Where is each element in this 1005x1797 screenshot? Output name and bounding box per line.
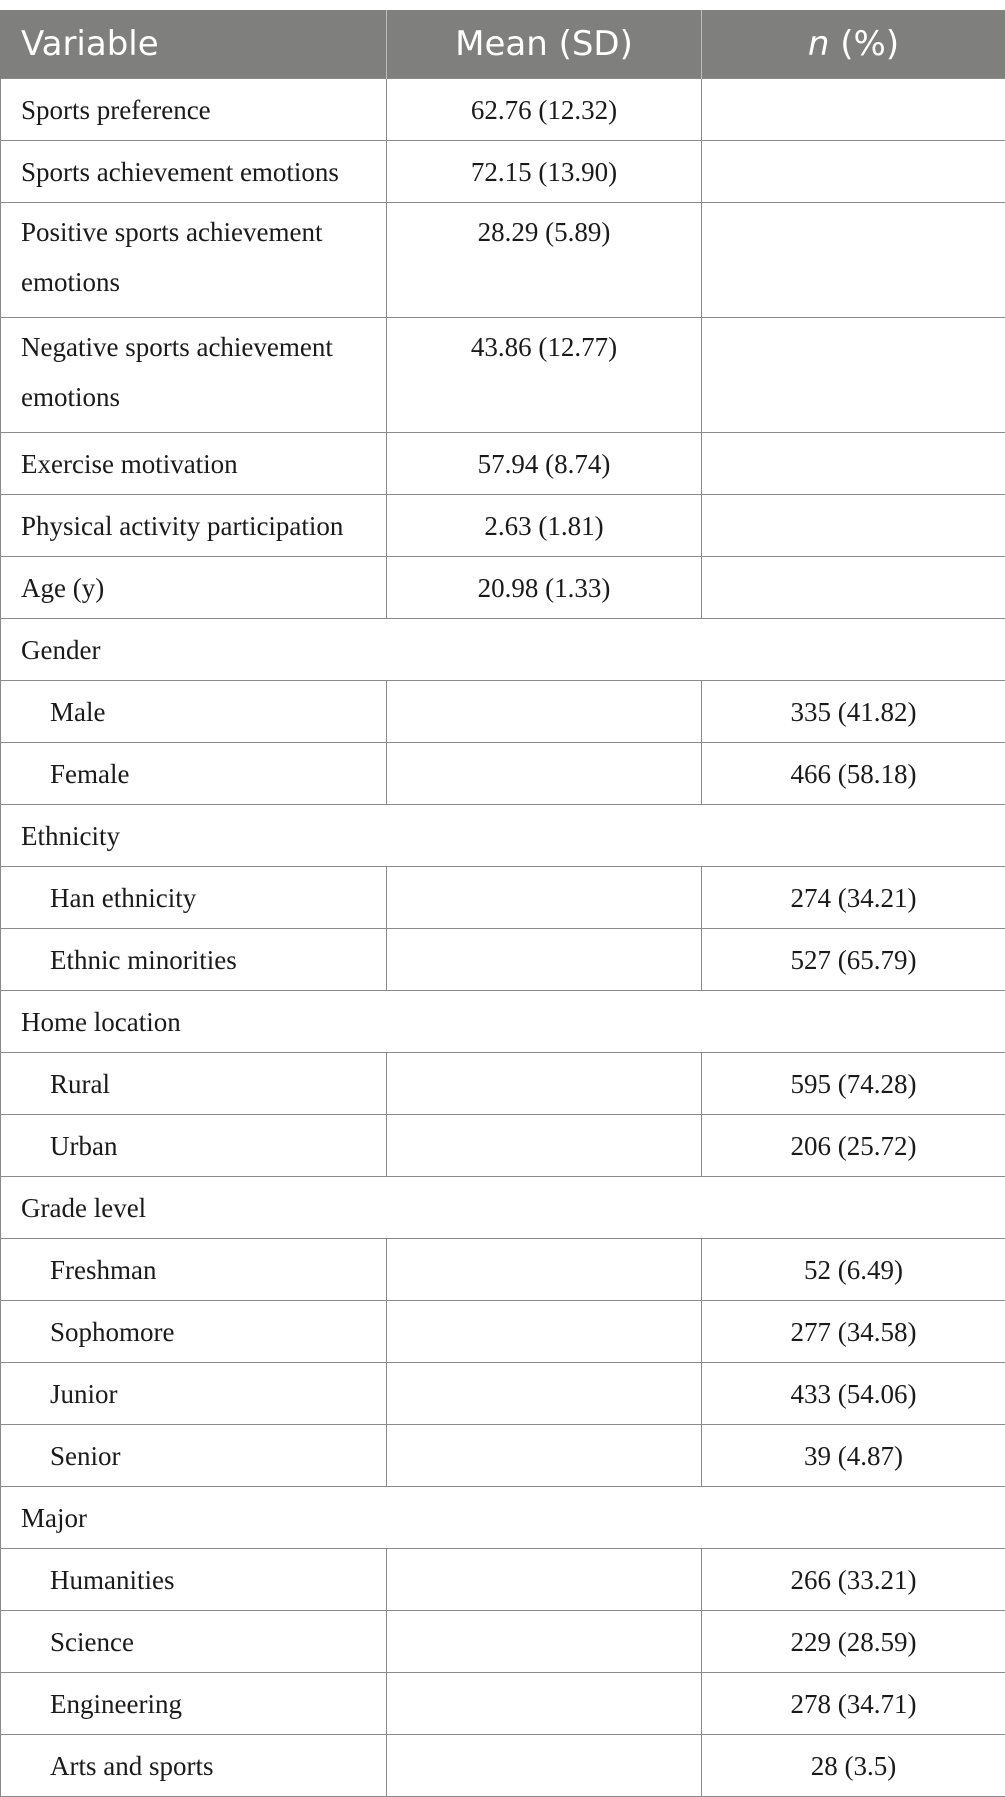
table-row bbox=[1, 1115, 1005, 1177]
table-row bbox=[1, 681, 1005, 743]
row-n-percent: 52 (6.49) bbox=[702, 1239, 1005, 1301]
row-n-percent: 28 (3.5) bbox=[702, 1735, 1005, 1797]
row-mean-sd bbox=[387, 1549, 702, 1611]
row-mean-sd bbox=[387, 1425, 702, 1487]
row-n-percent bbox=[702, 203, 1005, 318]
row-mean-sd bbox=[387, 867, 702, 929]
row-label: Positive sports achievement emotions bbox=[1, 203, 387, 318]
table-row bbox=[1, 495, 1005, 557]
section-label: Ethnicity bbox=[1, 805, 1005, 867]
table-row bbox=[1, 1053, 1005, 1115]
header-percent: (%) bbox=[829, 24, 899, 64]
row-mean-sd: 62.76 (12.32) bbox=[387, 79, 702, 141]
header-mean-sd: Mean (SD) bbox=[387, 10, 702, 79]
row-label: Ethnic minorities bbox=[1, 929, 387, 991]
row-mean-sd: 2.63 (1.81) bbox=[387, 495, 702, 557]
row-label: Sports preference bbox=[1, 79, 387, 141]
row-label: Engineering bbox=[1, 1673, 387, 1735]
header-n-percent bbox=[702, 10, 1005, 79]
table-row bbox=[1, 1301, 1005, 1363]
table-body bbox=[1, 79, 1005, 1797]
row-label: Junior bbox=[1, 1363, 387, 1425]
table-row bbox=[1, 743, 1005, 805]
row-mean-sd bbox=[387, 929, 702, 991]
row-label: Freshman bbox=[1, 1239, 387, 1301]
row-n-percent: 527 (65.79) bbox=[702, 929, 1005, 991]
section-header-row bbox=[1, 619, 1005, 681]
table-row bbox=[1, 1239, 1005, 1301]
row-n-percent bbox=[702, 433, 1005, 495]
row-mean-sd bbox=[387, 1239, 702, 1301]
row-mean-sd: 20.98 (1.33) bbox=[387, 557, 702, 619]
row-mean-sd: 43.86 (12.77) bbox=[387, 318, 702, 433]
row-label: Female bbox=[1, 743, 387, 805]
section-label: Gender bbox=[1, 619, 1005, 681]
row-n-percent bbox=[702, 557, 1005, 619]
row-mean-sd bbox=[387, 1673, 702, 1735]
table-row bbox=[1, 929, 1005, 991]
row-n-percent: 595 (74.28) bbox=[702, 1053, 1005, 1115]
row-n-percent: 39 (4.87) bbox=[702, 1425, 1005, 1487]
row-label: Negative sports achievement emotions bbox=[1, 318, 387, 433]
table-row bbox=[1, 203, 1005, 318]
row-n-percent bbox=[702, 495, 1005, 557]
row-n-percent: 277 (34.58) bbox=[702, 1301, 1005, 1363]
row-label: Exercise motivation bbox=[1, 433, 387, 495]
row-mean-sd: 72.15 (13.90) bbox=[387, 141, 702, 203]
row-label: Arts and sports bbox=[1, 1735, 387, 1797]
row-n-percent: 335 (41.82) bbox=[702, 681, 1005, 743]
descriptive-statistics-table bbox=[0, 10, 1005, 1797]
row-mean-sd bbox=[387, 681, 702, 743]
row-mean-sd bbox=[387, 1053, 702, 1115]
row-n-percent: 206 (25.72) bbox=[702, 1115, 1005, 1177]
row-n-percent bbox=[702, 79, 1005, 141]
row-label: Humanities bbox=[1, 1549, 387, 1611]
header-row bbox=[1, 10, 1005, 79]
row-mean-sd: 28.29 (5.89) bbox=[387, 203, 702, 318]
table-row bbox=[1, 1673, 1005, 1735]
table-row bbox=[1, 1549, 1005, 1611]
row-mean-sd: 57.94 (8.74) bbox=[387, 433, 702, 495]
row-label: Sports achievement emotions bbox=[1, 141, 387, 203]
row-label: Senior bbox=[1, 1425, 387, 1487]
section-label: Major bbox=[1, 1487, 1005, 1549]
table-row bbox=[1, 433, 1005, 495]
row-n-percent bbox=[702, 318, 1005, 433]
row-label: Male bbox=[1, 681, 387, 743]
row-label: Age (y) bbox=[1, 557, 387, 619]
row-mean-sd bbox=[387, 1115, 702, 1177]
row-mean-sd bbox=[387, 1301, 702, 1363]
row-n-percent: 433 (54.06) bbox=[702, 1363, 1005, 1425]
table-row bbox=[1, 79, 1005, 141]
table-row bbox=[1, 1611, 1005, 1673]
row-n-percent: 274 (34.21) bbox=[702, 867, 1005, 929]
header-n-symbol: n bbox=[808, 24, 830, 64]
row-n-percent: 266 (33.21) bbox=[702, 1549, 1005, 1611]
row-mean-sd bbox=[387, 1735, 702, 1797]
section-label: Grade level bbox=[1, 1177, 1005, 1239]
row-mean-sd bbox=[387, 743, 702, 805]
table-row bbox=[1, 557, 1005, 619]
section-header-row bbox=[1, 1487, 1005, 1549]
row-label: Urban bbox=[1, 1115, 387, 1177]
table-row bbox=[1, 867, 1005, 929]
section-header-row bbox=[1, 1177, 1005, 1239]
row-label: Physical activity participation bbox=[1, 495, 387, 557]
table-row bbox=[1, 318, 1005, 433]
row-n-percent: 278 (34.71) bbox=[702, 1673, 1005, 1735]
table-container bbox=[0, 10, 1005, 1797]
row-mean-sd bbox=[387, 1363, 702, 1425]
section-header-row bbox=[1, 991, 1005, 1053]
table-row bbox=[1, 1735, 1005, 1797]
row-n-percent: 229 (28.59) bbox=[702, 1611, 1005, 1673]
table-row bbox=[1, 1425, 1005, 1487]
header-variable: Variable bbox=[1, 10, 387, 79]
section-label: Home location bbox=[1, 991, 1005, 1053]
table-row bbox=[1, 1363, 1005, 1425]
row-label: Science bbox=[1, 1611, 387, 1673]
section-header-row bbox=[1, 805, 1005, 867]
row-label: Han ethnicity bbox=[1, 867, 387, 929]
row-label: Sophomore bbox=[1, 1301, 387, 1363]
table-row bbox=[1, 141, 1005, 203]
row-n-percent bbox=[702, 141, 1005, 203]
row-n-percent: 466 (58.18) bbox=[702, 743, 1005, 805]
table-header bbox=[1, 10, 1005, 79]
row-label: Rural bbox=[1, 1053, 387, 1115]
row-mean-sd bbox=[387, 1611, 702, 1673]
